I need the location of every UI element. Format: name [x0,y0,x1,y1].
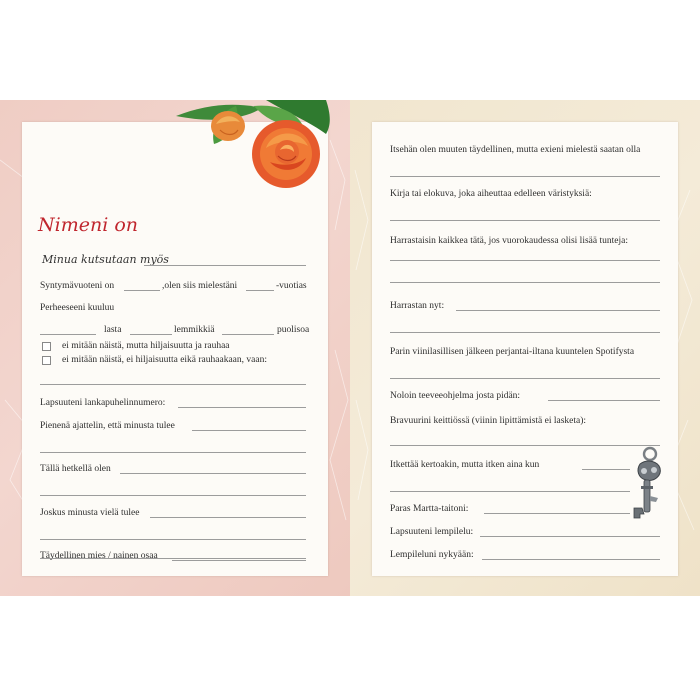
childhood-dream-input-line-2[interactable] [40,452,306,453]
perfect-input-line-1[interactable] [172,560,306,561]
book-film-label: Kirja tai elokuva, joka aiheuttaa edelleen väristyksiä: [390,189,592,199]
option-2-label: ei mitään näistä, ei hiljaisuutta eikä rauhaakaan, vaan: [62,355,267,365]
crying-input-line-1[interactable] [582,469,630,470]
pets-label: lemmikkiä [174,325,215,335]
option-1-label: ei mitään näistä, mutta hiljaisuutta ja rauhaa [62,341,230,351]
pets-input-line[interactable] [130,334,172,335]
spouse-input-line[interactable] [222,334,274,335]
spouse-label: puolisoa [277,325,310,335]
children-input-line[interactable] [40,334,96,335]
key-icon [626,444,670,526]
rose-icon [176,100,336,192]
children-label: lasta [104,325,122,335]
kitchen-label: Bravuurini keittiössä (viinin lipittämistä ei lasketa): [390,416,587,426]
called-label: Minua kutsutaan myös [42,253,169,266]
birth-year-label: Syntymävuoteni on [40,281,115,291]
option-2-input-line[interactable] [40,384,306,385]
birth-year-input-line[interactable] [124,290,160,291]
perfect-label: Täydellinen mies / nainen osaa [40,551,158,561]
hobby-wish-label: Harrastaisin kaikkea tätä, jos vuorokaudessa olisi lisää tunteja: [390,236,628,246]
perfect-flaw-input-line[interactable] [390,176,660,177]
spotify-label: Parin viinilasillisen jälkeen perjantai-iltana kuuntelen Spotifysta [390,347,635,357]
childhood-toy-label: Lapsuuteni lempilelu: [390,527,474,537]
future-input-line-1[interactable] [150,517,306,518]
kitchen-input-line[interactable] [390,445,660,446]
perfect-input-line-2[interactable] [40,558,306,559]
childhood-toy-input-line[interactable] [480,536,660,537]
hobby-now-label: Harrastan nyt: [390,301,445,311]
page-title: Nimeni on [38,214,138,236]
childhood-dream-input-line-1[interactable] [192,430,306,431]
childhood-phone-input-line[interactable] [178,407,306,408]
book-spread [0,100,700,596]
age-input-line[interactable] [246,290,274,291]
toy-now-input-line[interactable] [482,559,660,560]
called-input-line[interactable] [144,265,306,266]
hobby-wish-input-line-2[interactable] [390,282,660,283]
perfect-flaw-label: Itsehän olen muuten täydellinen, mutta exieni mielestä saatan olla [390,145,641,155]
childhood-phone-label: Lapsuuteni lankapuhelinnumero: [40,398,166,408]
crying-label: Itkettää kertoakin, mutta itken aina kun [390,460,540,470]
childhood-dream-label: Pienenä ajattelin, että minusta tulee [40,421,175,431]
birth-year-mid-label: ,olen siis mielestäni [162,281,238,291]
hobby-now-input-line-2[interactable] [390,332,660,333]
age-suffix-label: -vuotias [276,281,307,291]
tv-show-label: Noloin teeveeohjelma josta pidän: [390,391,521,401]
currently-label: Tällä hetkellä olen [40,464,111,474]
martta-label: Paras Martta-taitoni: [390,504,469,514]
currently-input-line-1[interactable] [120,473,306,474]
future-label: Joskus minusta vielä tulee [40,508,140,518]
hobby-wish-input-line-1[interactable] [390,260,660,261]
spotify-input-line[interactable] [390,378,660,379]
hobby-now-input-line-1[interactable] [456,310,660,311]
toy-now-label: Lempileluni nykyään: [390,550,474,560]
book-film-input-line[interactable] [390,220,660,221]
currently-input-line-2[interactable] [40,495,306,496]
option-2-checkbox[interactable] [42,356,51,365]
martta-input-line[interactable] [484,513,630,514]
option-1-checkbox[interactable] [42,342,51,351]
crying-input-line-2[interactable] [390,491,630,492]
future-input-line-2[interactable] [40,539,306,540]
tv-show-input-line[interactable] [548,400,660,401]
family-label: Perheeseeni kuuluu [40,303,115,313]
